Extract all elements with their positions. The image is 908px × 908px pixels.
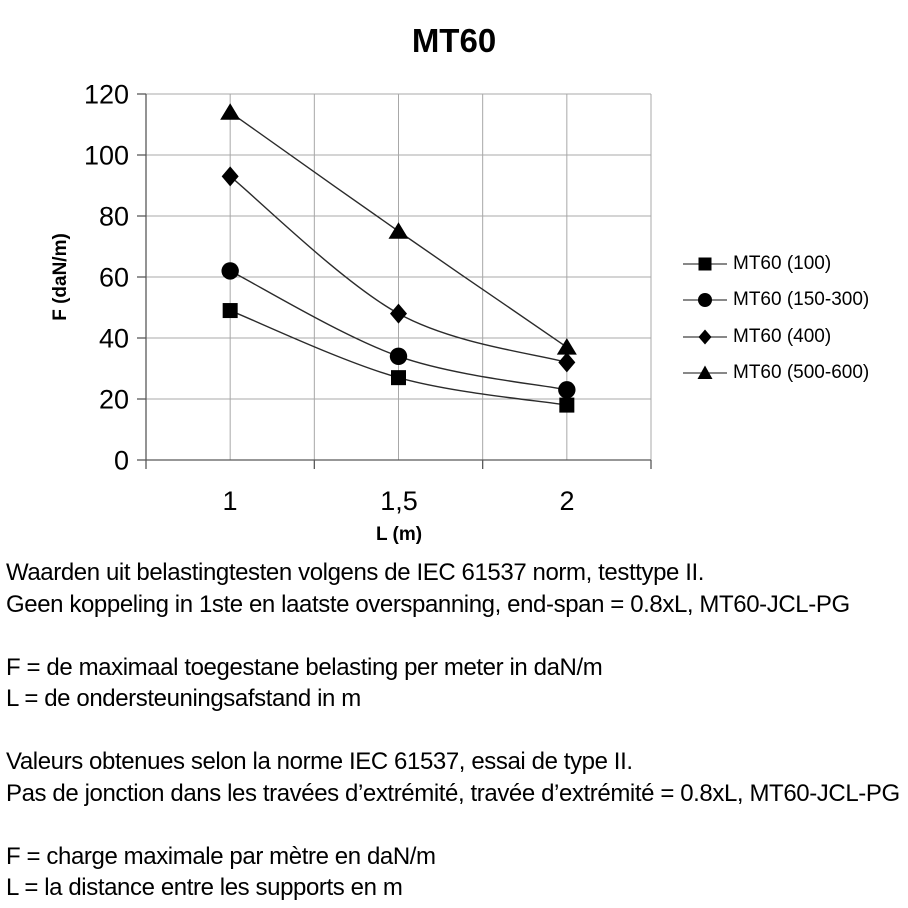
notes [6, 557, 904, 904]
legend-label: MT60 (150-300) [733, 289, 870, 311]
legend-item [682, 355, 869, 391]
triangle-marker-icon [682, 362, 728, 384]
x-tick-label: 1,5 [380, 486, 418, 516]
legend-label: MT60 (400) [733, 325, 832, 347]
x-tick-label: 1 [222, 486, 238, 516]
y-tick-label: 80 [98, 201, 129, 232]
square-marker-icon [682, 253, 728, 275]
note-line: L = la distance entre les supports en m [6, 874, 403, 901]
diamond-marker-icon [682, 326, 728, 348]
note-line: F = de maximaal toegestane belasting per meter in daN/m [6, 653, 603, 681]
note-paragraph [6, 841, 904, 904]
y-tick-label: 120 [83, 79, 129, 110]
x-tick-label: 2 [559, 486, 575, 516]
y-tick-label: 0 [113, 445, 129, 476]
note-line: Pas de jonction dans les travées d’extrémité, travée d’extrémité = 0.8xL, MT60-JCL-PG [6, 779, 900, 807]
y-tick-label: 100 [83, 140, 129, 171]
legend-item [682, 246, 869, 282]
note-paragraph [6, 652, 904, 715]
y-axis-title: F (daN/m) [50, 233, 71, 321]
x-axis-title: L (m) [375, 524, 423, 545]
note-line: Waarden uit belastingtesten volgens de IEC 61537 norm, testtype II. [6, 559, 705, 586]
y-tick-label: 60 [98, 262, 129, 293]
legend-item [682, 319, 869, 355]
legend [682, 246, 869, 391]
note-paragraph [6, 746, 904, 809]
legend-item [682, 282, 869, 318]
y-tick-label: 40 [98, 323, 129, 354]
legend-label: MT60 (500-600) [733, 362, 870, 384]
legend-label: MT60 (100) [733, 253, 832, 275]
note-paragraph [6, 557, 904, 620]
note-line: F = charge maximale par mètre en daN/m [6, 842, 436, 870]
y-tick-label: 20 [98, 384, 129, 415]
note-line: Valeurs obtenues selon la norme IEC 61537, essai de type II. [6, 748, 633, 775]
note-line: Geen koppeling in 1ste en laatste overspanning, end-span = 0.8xL, MT60-JCL-PG [6, 590, 850, 618]
chart-title: MT60 [411, 22, 497, 59]
circle-marker-icon [682, 289, 728, 311]
note-line: L = de ondersteuningsafstand in m [6, 685, 361, 712]
